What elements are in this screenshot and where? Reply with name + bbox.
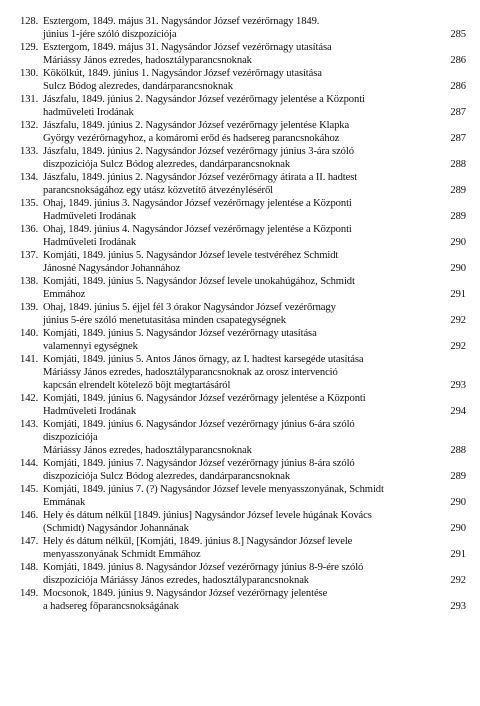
toc-entry-first-line	[20, 67, 466, 80]
toc-entry-first-line	[20, 587, 466, 600]
toc-entry	[20, 275, 466, 301]
toc-entry	[20, 249, 466, 275]
toc-entry-number: 130.	[20, 68, 39, 79]
toc-entry-number: 138.	[20, 276, 39, 287]
toc-entry-first-line	[20, 197, 466, 210]
toc-entry-first-line	[20, 223, 466, 236]
toc-entry-continuation-line	[20, 522, 466, 535]
toc-entry-number: 147.	[20, 536, 39, 547]
toc-entry-text: Jászfalu, 1849. június 2. Nagysándor József vezérőrnagy jelentése Klapka	[43, 120, 350, 131]
toc-entry-text: Komjáti, 1849. június 5. Antos János őrnagy, az I. hadtest karsegéde utasítása	[43, 354, 364, 365]
toc-entry-continuation-line	[20, 262, 466, 275]
toc-entry-page-number: 290	[450, 497, 466, 508]
toc-entry-text: Komjáti, 1849. június 5. Nagysándor József levele unokahúgához, Schmidt	[43, 276, 355, 287]
toc-entry-continuation-line	[20, 600, 466, 613]
toc-entry-text: (Schmidt) Nagysándor Johannának	[43, 523, 189, 534]
toc-entry	[20, 535, 466, 561]
toc-entry-text: Hadműveleti Irodának	[43, 211, 137, 222]
toc-entry-continuation-line	[20, 28, 466, 41]
toc-entry-text: Komjáti, 1849. június 5. Nagysándor József levele testvéréhez Schmidt	[43, 250, 339, 261]
toc-entry-text: Komjáti, 1849. június 6. Nagysándor József vezérőrnagy jelentése a Központi	[43, 393, 366, 404]
toc-entry-text: Máriássy János ezredes, hadosztályparancsnoknak az orosz intervenció	[43, 367, 338, 378]
toc-entry-text: Komjáti, 1849. június 8. Nagysándor József vezérőrnagy június 8-9-ére szóló	[43, 562, 364, 573]
toc-entry	[20, 509, 466, 535]
toc-entry-text: Mocsonok, 1849. június 9. Nagysándor József vezérőrnagy jelentése	[43, 588, 328, 599]
toc-entry-text: Komjáti, 1849. június 6. Nagysándor József vezérőrnagy június 6-ára szóló	[43, 419, 355, 430]
toc-entry-number: 142.	[20, 393, 39, 404]
toc-entry-number: 129.	[20, 42, 39, 53]
toc-entry-first-line	[20, 41, 466, 54]
toc-entry-continuation-line	[20, 184, 466, 197]
toc-entry-first-line	[20, 561, 466, 574]
toc-entry-first-line	[20, 249, 466, 262]
toc-entry-number: 135.	[20, 198, 39, 209]
toc-entry-page-number: 288	[450, 159, 466, 170]
toc-entry-text: Hadműveleti Irodának	[43, 406, 137, 417]
toc-entry-continuation-line	[20, 80, 466, 93]
toc-entry-text: Máriássy János ezredes, hadosztályparancsnoknak	[43, 445, 252, 456]
toc-entry-page-number: 292	[450, 315, 466, 326]
toc-entry-text: hadműveleti Irodának	[43, 107, 134, 118]
toc-entry	[20, 171, 466, 197]
toc-entry-number: 132.	[20, 120, 39, 131]
toc-entry-page-number: 289	[450, 185, 466, 196]
toc-entry-first-line	[20, 171, 466, 184]
toc-entry	[20, 15, 466, 41]
toc-entry-text: Komjáti, 1849. június 7. (?) Nagysándor József levele menyasszonyának, Schmidt	[43, 484, 384, 495]
toc-entry-page-number: 288	[450, 445, 466, 456]
toc-entry-number: 141.	[20, 354, 39, 365]
toc-entry	[20, 93, 466, 119]
toc-entry-text: a hadsereg főparancsnokságának	[43, 601, 179, 612]
toc-entry-text: diszpozíciója Máriássy János ezredes, hadosztályparancsnoknak	[43, 575, 310, 586]
toc-entry-continuation-line	[20, 548, 466, 561]
toc-entry-page-number: 293	[450, 380, 466, 391]
toc-entry-continuation-line	[20, 405, 466, 418]
toc-entry-page-number: 292	[450, 575, 466, 586]
toc-entry-first-line	[20, 418, 466, 431]
toc-entry-continuation-line	[20, 379, 466, 392]
toc-entry-continuation-line	[20, 314, 466, 327]
toc-entry	[20, 587, 466, 613]
toc-entry	[20, 353, 466, 392]
toc-entry-text: június 1-jére szóló diszpozíciója	[43, 29, 177, 40]
toc-entry-page-number: 294	[450, 406, 466, 417]
toc-entry-text: Komjáti, 1849. június 5. Nagysándor József vezérőrnagy utasítása	[43, 328, 317, 339]
toc-entry	[20, 41, 466, 67]
toc-entry	[20, 327, 466, 353]
toc-entry-first-line	[20, 275, 466, 288]
toc-entry-continuation-line	[20, 444, 466, 457]
toc-entry-text: Kökölkút, 1849. június 1. Nagysándor József vezérőrnagy utasítása	[43, 68, 322, 79]
toc-entry	[20, 483, 466, 509]
toc-entry-continuation-line	[20, 106, 466, 119]
toc-entry-text: diszpozíciója	[43, 432, 98, 443]
toc-entry-continuation-line	[20, 366, 466, 379]
toc-entry-first-line	[20, 145, 466, 158]
toc-entry-text: Jászfalu, 1849. június 2. Nagysándor József vezérőrnagy június 3-ára szóló	[43, 146, 354, 157]
toc-entry-first-line	[20, 509, 466, 522]
toc-entry-text: diszpozíciója Sulcz Bódog alezredes, dandárparancsnoknak	[43, 471, 291, 482]
toc-entry-text: Jászfalu, 1849. június 2. Nagysándor József vezérőrnagy jelentése a Központi	[43, 94, 365, 105]
toc-entry-text: Emmának	[43, 497, 86, 508]
toc-entry-number: 140.	[20, 328, 39, 339]
toc-entry-first-line	[20, 392, 466, 405]
toc-entry-number: 148.	[20, 562, 39, 573]
toc-entry-continuation-line	[20, 236, 466, 249]
toc-entry-first-line	[20, 327, 466, 340]
toc-entry-number: 143.	[20, 419, 39, 430]
toc-entry-continuation-line	[20, 288, 466, 301]
toc-entry-text: Ohaj, 1849. június 4. Nagysándor József vezérőrnagy jelentése a Központi	[43, 224, 352, 235]
toc-entry-text: Sulcz Bódog alezredes, dandárparancsnoknak	[43, 81, 233, 92]
toc-entry-page-number: 289	[450, 211, 466, 222]
toc-entry-continuation-line	[20, 158, 466, 171]
toc-entry-page-number: 291	[450, 549, 466, 560]
toc-entry	[20, 457, 466, 483]
toc-entry-continuation-line	[20, 132, 466, 145]
toc-entry-number: 149.	[20, 588, 39, 599]
toc-entry-first-line	[20, 483, 466, 496]
toc-entry-text: kapcsán elrendelt kötelező böjt megtartásáról	[43, 380, 231, 391]
toc-entry	[20, 197, 466, 223]
toc-entry-continuation-line	[20, 431, 466, 444]
toc-entry	[20, 119, 466, 145]
toc-entry-first-line	[20, 301, 466, 314]
toc-entry-number: 139.	[20, 302, 39, 313]
toc-entry	[20, 561, 466, 587]
toc-entry	[20, 392, 466, 418]
toc-entry-text: Ohaj, 1849. június 5. éjjel fél 3 órakor Nagysándor József vezérőrnagy	[43, 302, 336, 313]
toc-entry-first-line	[20, 15, 466, 28]
toc-entry-number: 128.	[20, 16, 39, 27]
toc-entry-text: Jánosné Nagysándor Johannához	[43, 263, 181, 274]
toc-entry-first-line	[20, 353, 466, 366]
toc-entry-page-number: 287	[450, 107, 466, 118]
toc-entry-text: Komjáti, 1849. június 7. Nagysándor József vezérőrnagy június 8-ára szóló	[43, 458, 355, 469]
toc-entry-text: Hadműveleti Irodának	[43, 237, 137, 248]
toc-entry-number: 145.	[20, 484, 39, 495]
toc-entry-text: június 5-ére szóló menetutasítása minden csapategységnek	[43, 315, 286, 326]
toc-entry-page-number: 286	[450, 55, 466, 66]
toc-entry-page-number: 290	[450, 237, 466, 248]
toc-entry-text: Hely és dátum nélkül [1849. június] Nagysándor József levele húgának Kovács	[43, 510, 372, 521]
toc-entry-page-number: 290	[450, 263, 466, 274]
toc-entry-page-number: 290	[450, 523, 466, 534]
toc-entry-first-line	[20, 457, 466, 470]
toc-entry-text: Hely és dátum nélkül, [Komjáti, 1849. június 8.] Nagysándor József levele	[43, 536, 353, 547]
toc-entry	[20, 301, 466, 327]
toc-entry-page-number: 289	[450, 471, 466, 482]
toc-entry-number: 144.	[20, 458, 39, 469]
toc-entry-text: valamennyi egységnek	[43, 341, 138, 352]
toc-entry	[20, 67, 466, 93]
toc-entry-text: Ohaj, 1849. június 3. Nagysándor József vezérőrnagy jelentése a Központi	[43, 198, 352, 209]
toc-entry-continuation-line	[20, 54, 466, 67]
toc-entry-first-line	[20, 119, 466, 132]
toc-entry-text: Emmához	[43, 289, 86, 300]
toc-entry-continuation-line	[20, 210, 466, 223]
toc-entry-number: 134.	[20, 172, 39, 183]
toc-entry-continuation-line	[20, 470, 466, 483]
toc-entry	[20, 223, 466, 249]
toc-entry-page-number: 292	[450, 341, 466, 352]
toc-entry-text: György vezérőrnagyhoz, a komáromi erőd és hadsereg parancsnokához	[43, 133, 340, 144]
toc-entry-text: diszpozíciója Sulcz Bódog alezredes, dandárparancsnoknak	[43, 159, 291, 170]
toc-entry-page-number: 285	[450, 29, 466, 40]
toc-entry-continuation-line	[20, 340, 466, 353]
toc-entry-page-number: 286	[450, 81, 466, 92]
toc-entry-first-line	[20, 93, 466, 106]
toc-entry-text: parancsnokságához egy utász közvetítő átvezényléséről	[43, 185, 274, 196]
toc-entry-number: 133.	[20, 146, 39, 157]
toc-entry	[20, 145, 466, 171]
toc-entry-page-number: 287	[450, 133, 466, 144]
toc-entry-continuation-line	[20, 496, 466, 509]
toc-entry-text: Esztergom, 1849. május 31. Nagysándor József vezérőrnagy utasítása	[43, 42, 332, 53]
toc-entry	[20, 418, 466, 457]
toc-entry-text: Jászfalu, 1849. június 2. Nagysándor József vezérőrnagy átirata a II. hadtest	[43, 172, 358, 183]
toc-entry-first-line	[20, 535, 466, 548]
toc-entry-number: 131.	[20, 94, 39, 105]
toc-entry-number: 136.	[20, 224, 39, 235]
toc-entry-number: 146.	[20, 510, 39, 521]
toc-entry-text: Máriássy János ezredes, hadosztályparancsnoknak	[43, 55, 252, 66]
toc-entry-page-number: 291	[450, 289, 466, 300]
toc-entry-number: 137.	[20, 250, 39, 261]
toc-entry-continuation-line	[20, 574, 466, 587]
toc-entry-text: Esztergom, 1849. május 31. Nagysándor József vezérőrnagy 1849.	[43, 16, 320, 27]
toc-entry-text: menyasszonyának Schmidt Emmához	[43, 549, 201, 560]
toc-entry-page-number: 293	[450, 601, 466, 612]
